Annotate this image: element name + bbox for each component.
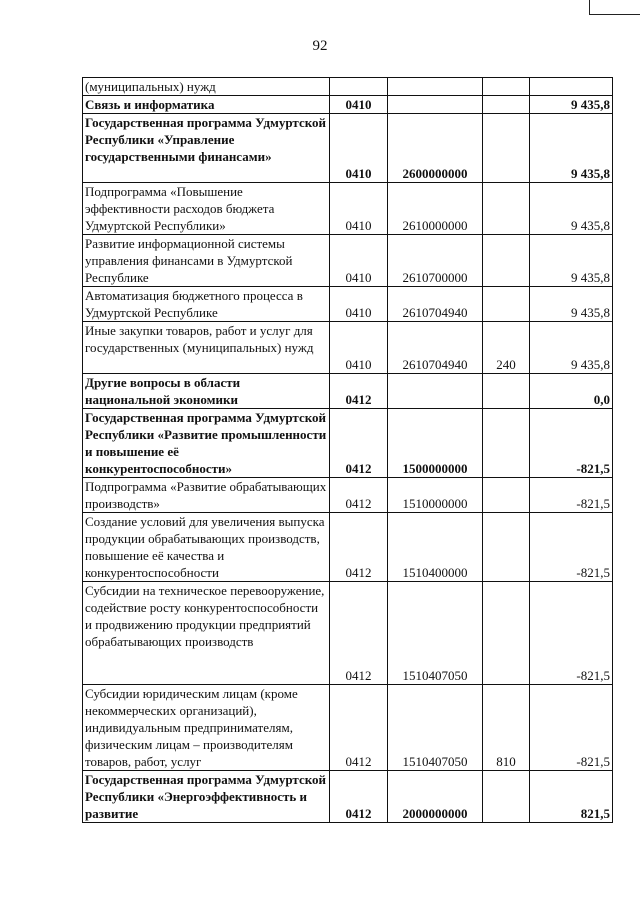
row-name: (муниципальных) нужд (83, 78, 330, 96)
table-row (83, 478, 613, 513)
table-row (83, 114, 613, 183)
row-target-code: 1510407050 (388, 685, 483, 771)
row-section-code: 0410 (330, 322, 388, 374)
row-target-code: 1500000000 (388, 409, 483, 478)
row-section-code: 0410 (330, 235, 388, 287)
row-name: Государственная программа Удмуртской Республики «Управление государственными финансами» (83, 114, 330, 183)
row-amount: 9 435,8 (530, 287, 613, 322)
row-section-code: 0412 (330, 685, 388, 771)
row-section-code: 0412 (330, 582, 388, 685)
table-row (83, 322, 613, 374)
row-target-code (388, 374, 483, 409)
row-amount: -821,5 (530, 685, 613, 771)
row-target-code: 1510400000 (388, 513, 483, 582)
row-expense-type: 810 (483, 685, 530, 771)
row-name: Автоматизация бюджетного процесса в Удмуртской Республике (83, 287, 330, 322)
row-name: Субсидии юридическим лицам (кроме некоммерческих организаций), индивидуальным предпринимателям, физическим лицам – производителям товаров, работ, услуг (83, 685, 330, 771)
row-section-code (330, 78, 388, 96)
row-expense-type (483, 235, 530, 287)
row-amount: -821,5 (530, 478, 613, 513)
row-name: Подпрограмма «Развитие обрабатывающих производств» (83, 478, 330, 513)
row-target-code: 2600000000 (388, 114, 483, 183)
row-expense-type (483, 771, 530, 823)
row-amount: 9 435,8 (530, 322, 613, 374)
table-row (83, 409, 613, 478)
row-expense-type (483, 114, 530, 183)
budget-table (82, 77, 613, 823)
row-section-code: 0410 (330, 287, 388, 322)
table-row (83, 183, 613, 235)
row-section-code: 0412 (330, 374, 388, 409)
row-name: Субсидии на техническое перевооружение, содействие росту конкурентоспособности и продвижению продукции предприятий обрабатывающих производств (83, 582, 330, 685)
row-name: Иные закупки товаров, работ и услуг для государственных (муниципальных) нужд (83, 322, 330, 374)
row-expense-type (483, 513, 530, 582)
row-name: Развитие информационной системы управления финансами в Удмуртской Республике (83, 235, 330, 287)
row-name: Подпрограмма «Повышение эффективности расходов бюджета Удмуртской Республики» (83, 183, 330, 235)
row-target-code (388, 78, 483, 96)
table-row (83, 287, 613, 322)
table-row (83, 96, 613, 114)
table-row (83, 78, 613, 96)
row-target-code: 2610000000 (388, 183, 483, 235)
row-target-code: 1510000000 (388, 478, 483, 513)
row-target-code: 2610704940 (388, 287, 483, 322)
row-amount: -821,5 (530, 409, 613, 478)
row-expense-type (483, 287, 530, 322)
budget-table-body (83, 78, 613, 823)
row-amount: 9 435,8 (530, 96, 613, 114)
row-amount: 9 435,8 (530, 235, 613, 287)
row-section-code: 0412 (330, 513, 388, 582)
corner-mark (589, 0, 640, 15)
row-name: Создание условий для увеличения выпуска продукции обрабатывающих производств, повышение её качества и конкурентоспособности (83, 513, 330, 582)
table-row (83, 771, 613, 823)
row-name: Государственная программа Удмуртской Республики «Энергоэффективность и развитие (83, 771, 330, 823)
row-amount: 0,0 (530, 374, 613, 409)
row-section-code: 0410 (330, 183, 388, 235)
table-row (83, 685, 613, 771)
table-row (83, 582, 613, 685)
row-target-code: 2610704940 (388, 322, 483, 374)
row-expense-type (483, 582, 530, 685)
row-expense-type (483, 374, 530, 409)
row-amount: -821,5 (530, 582, 613, 685)
row-expense-type (483, 409, 530, 478)
row-expense-type (483, 183, 530, 235)
row-amount: 9 435,8 (530, 114, 613, 183)
row-expense-type (483, 78, 530, 96)
row-amount (530, 78, 613, 96)
row-name: Связь и информатика (83, 96, 330, 114)
row-amount: 821,5 (530, 771, 613, 823)
row-section-code: 0412 (330, 409, 388, 478)
row-amount: -821,5 (530, 513, 613, 582)
row-section-code: 0410 (330, 96, 388, 114)
row-name: Государственная программа Удмуртской Республики «Развитие промышленности и повышение её конкурентоспособности» (83, 409, 330, 478)
row-section-code: 0412 (330, 478, 388, 513)
row-target-code (388, 96, 483, 114)
row-name: Другие вопросы в области национальной экономики (83, 374, 330, 409)
row-expense-type: 240 (483, 322, 530, 374)
table-row (83, 235, 613, 287)
row-target-code: 1510407050 (388, 582, 483, 685)
table-row (83, 374, 613, 409)
row-section-code: 0410 (330, 114, 388, 183)
row-target-code: 2000000000 (388, 771, 483, 823)
row-amount: 9 435,8 (530, 183, 613, 235)
row-expense-type (483, 96, 530, 114)
row-expense-type (483, 478, 530, 513)
row-target-code: 2610700000 (388, 235, 483, 287)
table-row (83, 513, 613, 582)
page-number: 92 (312, 38, 328, 54)
row-section-code: 0412 (330, 771, 388, 823)
